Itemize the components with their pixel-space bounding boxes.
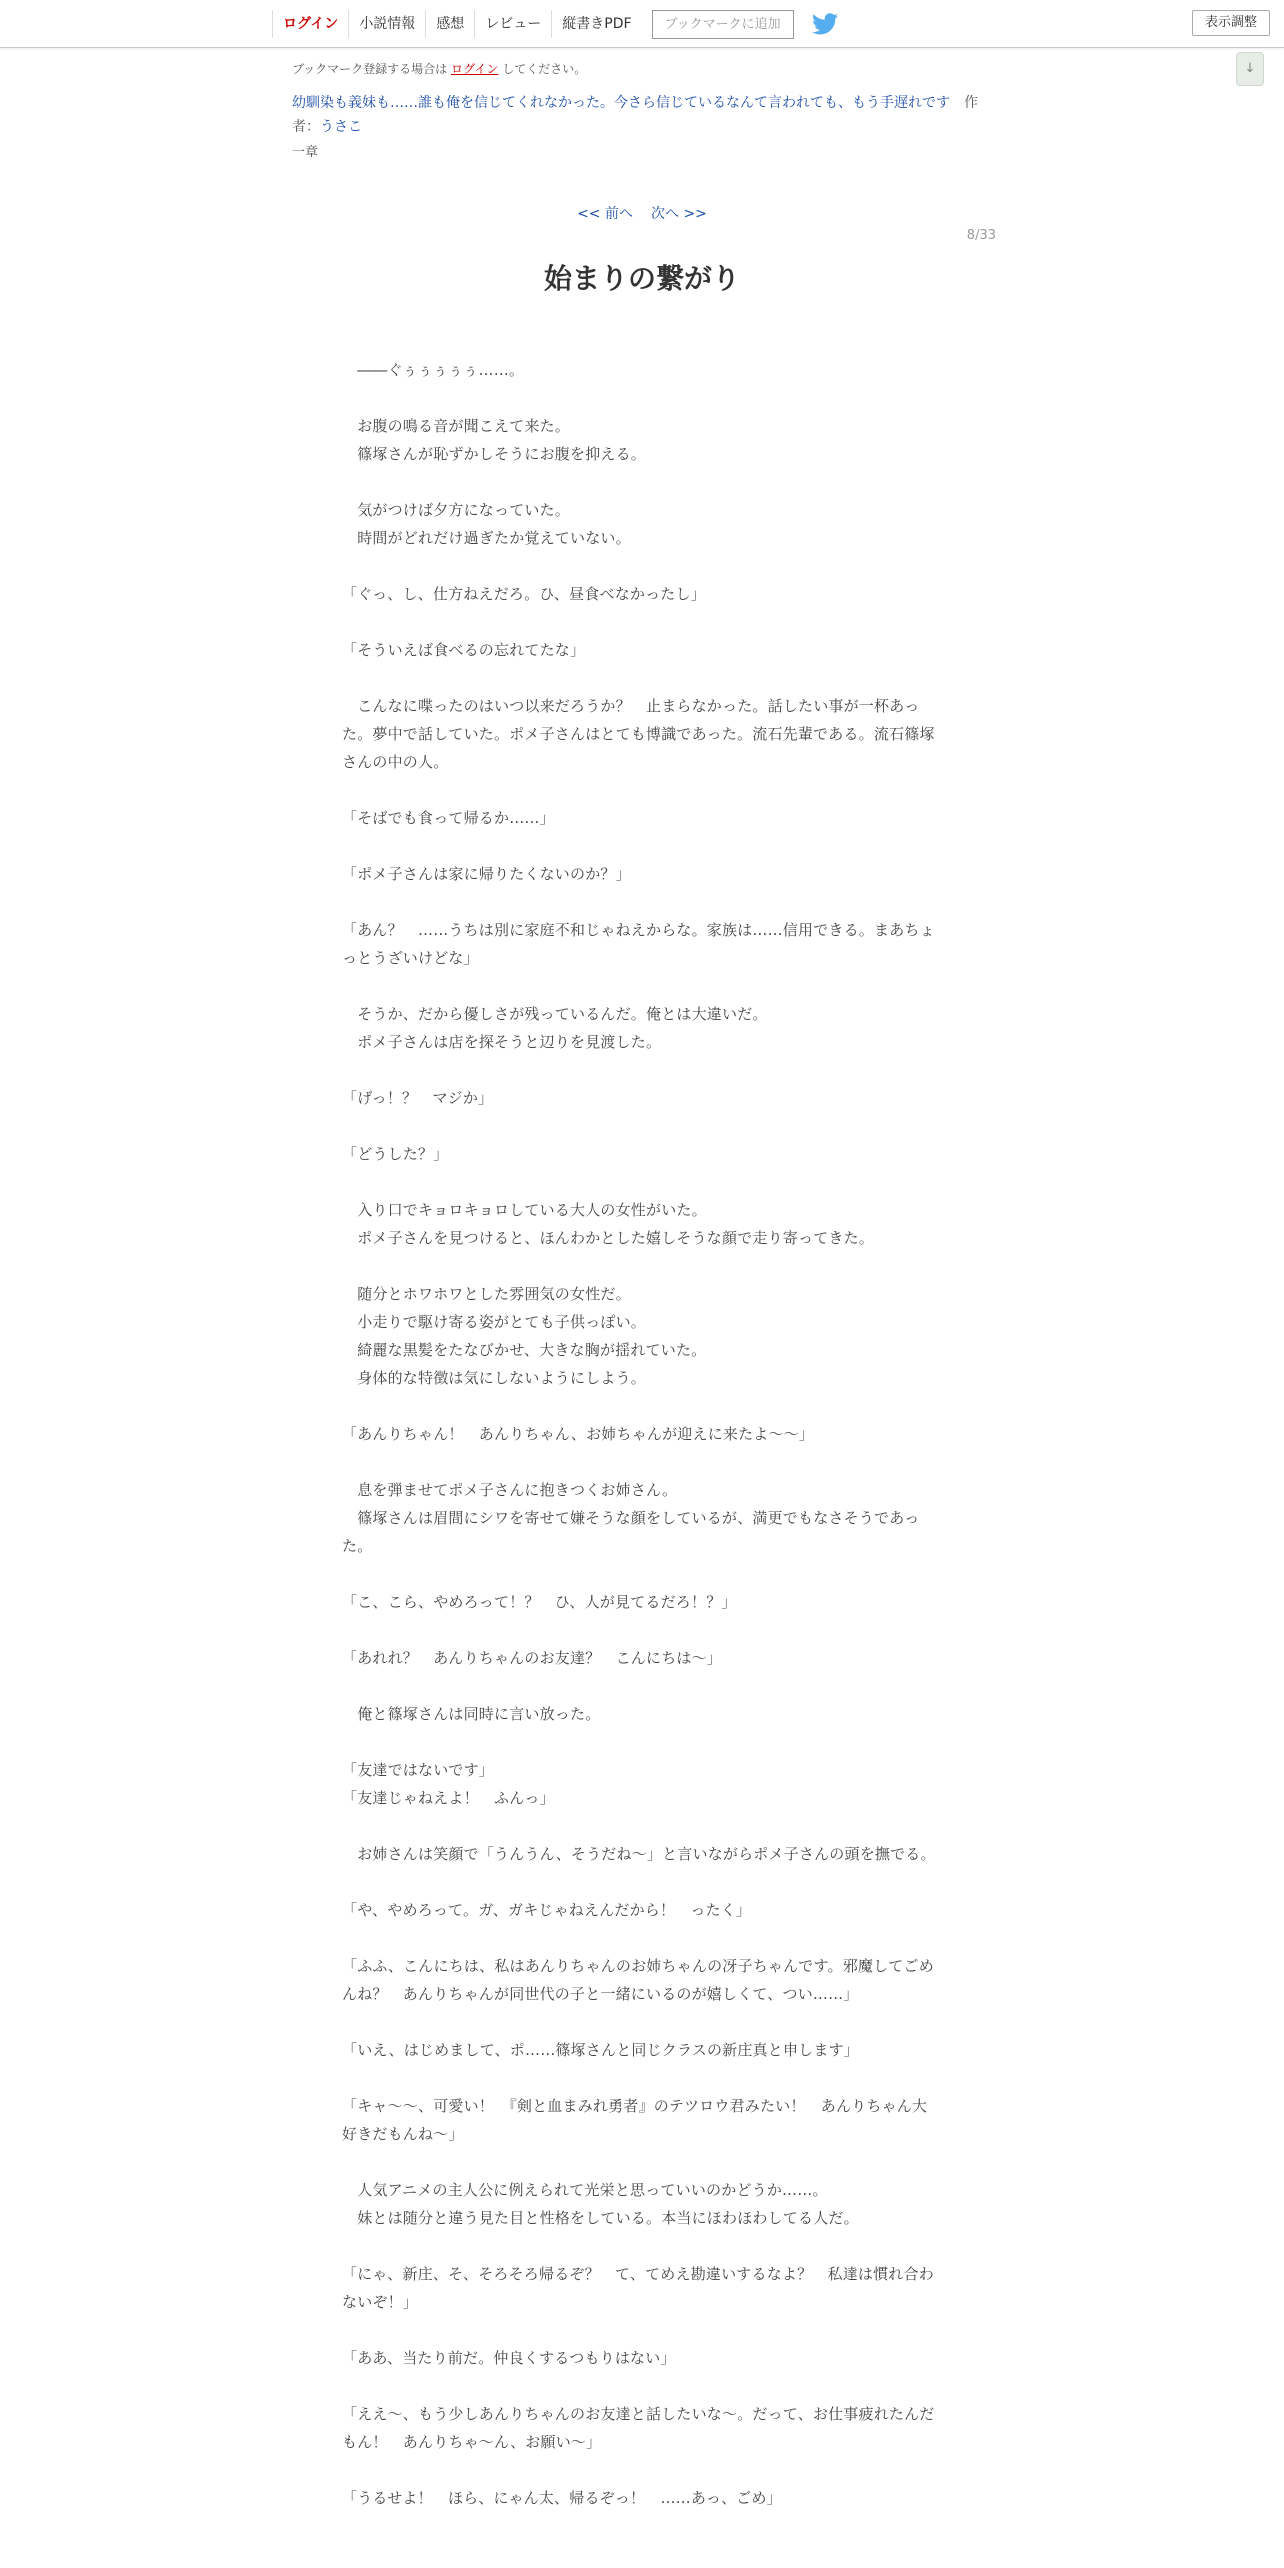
body-paragraph: 俺と篠塚さんは同時に言い放った。 <box>342 1705 601 1723</box>
body-paragraph: 人気アニメの主人公に例えられて光栄と思っていいのかどうか……。 <box>342 2181 828 2199</box>
prev-page-link[interactable]: << 前へ <box>577 206 633 222</box>
body-paragraph <box>342 2456 938 2484</box>
novel-title-line <box>292 91 992 139</box>
body-paragraph: 「いえ、はじめまして、ポ……篠塚さんと同じクラスの新庄真と申します」 <box>342 2041 859 2059</box>
add-bookmark-button[interactable]: ブックマークに追加 <box>652 10 794 39</box>
body-paragraph <box>342 384 938 412</box>
author-label: 作者： <box>292 95 978 135</box>
nav-list <box>272 10 838 38</box>
login-link[interactable]: ログイン <box>272 10 348 38</box>
body-paragraph: 篠塚さんは眉間にシワを寄せて嫌そうな顔をしているが、満更でもなさそうであった。 <box>342 1509 920 1555</box>
review-link[interactable]: レビュー <box>474 10 551 38</box>
body-paragraph <box>342 1616 938 1644</box>
body-paragraph: 気がつけば夕方になっていた。 <box>342 501 571 519</box>
notice-login-link[interactable]: ログイン <box>451 62 499 76</box>
body-paragraph: 「ああ、当たり前だ。仲良くするつもりはない」 <box>342 2349 676 2367</box>
body-paragraph <box>342 2372 938 2400</box>
body-paragraph <box>342 776 938 804</box>
impressions-link[interactable]: 感想 <box>425 10 474 38</box>
body-paragraph <box>342 1448 938 1476</box>
novel-info-link[interactable]: 小説情報 <box>348 10 425 38</box>
scroll-down-button[interactable]: ↓ <box>1236 52 1264 86</box>
chapter-title: 始まりの繋がり <box>543 262 740 295</box>
body-paragraph: 「げっ！？ マジか」 <box>342 1089 494 1107</box>
body-paragraph <box>342 1560 938 1588</box>
body-paragraph: 入り口でキョロキョロしている大人の女性がいた。 <box>342 1201 707 1219</box>
top-navigation-bar <box>0 0 1284 48</box>
body-paragraph: こんなに喋ったのはいつ以来だろうか？ 止まらなかった。話したい事が一杯あった。夢中で話していた。ポメ子さんはとても博識であった。流石先輩である。流石篠塚さんの中の人。 <box>342 697 935 771</box>
body-paragraph: 「あれれ？ あんりちゃんのお友達？ こんにちは〜」 <box>342 1649 723 1667</box>
next-page-link[interactable]: 次へ >> <box>651 206 707 222</box>
body-paragraph: 「友達ではないです」 <box>342 1761 495 1779</box>
body-paragraph <box>342 1672 938 1700</box>
body-paragraph: 綺麗な黒髪をたなびかせ、大きな胸が揺れていた。 <box>342 1341 707 1359</box>
body-paragraph <box>342 1392 938 1420</box>
body-paragraph: 息を弾ませてポメ子さんに抱きつくお姉さん。 <box>342 1481 678 1499</box>
author-link[interactable]: うさこ <box>320 119 362 135</box>
page-count: 8/33 <box>966 228 996 243</box>
body-paragraph: 篠塚さんが恥ずかしそうにお腹を抑える。 <box>342 445 647 463</box>
body-paragraph: お姉さんは笑顔で「うんうん、そうだね〜」と言いながらポメ子さんの頭を撫でる。 <box>342 1845 936 1863</box>
twitter-icon[interactable] <box>812 13 838 35</box>
body-paragraph <box>342 2232 938 2260</box>
body-paragraph: 「キャ〜〜、可愛い！ 『剣と血まみれ勇者』のテツロウ君みたい！ あんりちゃん大好きだもんね〜」 <box>342 2097 928 2143</box>
body-paragraph: ポメ子さんを見つけると、ほんわかとした嬉しそうな顔で走り寄ってきた。 <box>342 1229 875 1247</box>
body-paragraph: 小走りで駆け寄る姿がとても子供っぽい。 <box>342 1313 647 1331</box>
body-paragraph: 「うるせよ！ ほら、にゃん太、帰るぞっ！ ……あっ、ごめ」 <box>342 2489 782 2507</box>
body-paragraph <box>342 2316 938 2344</box>
body-paragraph: 随分とホワホワとした雰囲気の女性だ。 <box>342 1285 631 1303</box>
body-paragraph <box>342 888 938 916</box>
body-paragraph <box>342 972 938 1000</box>
body-paragraph <box>342 1056 938 1084</box>
chapter-name: 一章 <box>292 145 319 160</box>
body-paragraph: お腹の鳴る音が聞こえて来た。 <box>342 417 571 435</box>
body-paragraph <box>342 1728 938 1756</box>
body-paragraph: 「あん？ ……うちは別に家庭不和じゃねえからな。家族は……信用できる。まあちょっとうざいけどな」 <box>342 921 935 967</box>
body-paragraph: 「そばでも食って帰るか……」 <box>342 809 555 827</box>
body-paragraph <box>342 1924 938 1952</box>
body-paragraph: 「あんりちゃん！ あんりちゃん、お姉ちゃんが迎えに来たよ〜〜」 <box>342 1425 815 1443</box>
body-paragraph <box>342 552 938 580</box>
body-paragraph: 「にゃ、新庄、そ、そろそろ帰るぞ？ て、てめえ勘違いするなよ？ 私達は慣れ合わないぞ！」 <box>342 2265 934 2311</box>
body-paragraph <box>342 1812 938 1840</box>
body-paragraph: 妹とは随分と違う見た目と性格をしている。本当にほわほわしてる人だ。 <box>342 2209 859 2227</box>
display-adjust-button[interactable]: 表示調整 <box>1192 10 1270 36</box>
body-paragraph: そうか、だから優しさが残っているんだ。俺とは大違いだ。 <box>342 1005 768 1023</box>
pager <box>0 203 1284 223</box>
body-paragraph: 「どうした？」 <box>342 1145 449 1163</box>
body-paragraph: 「や、やめろって。ガ、ガキじゃねえんだから！ ったく」 <box>342 1901 752 1919</box>
body-paragraph <box>342 2008 938 2036</box>
body-paragraph <box>342 468 938 496</box>
body-paragraph <box>342 2148 938 2176</box>
bookmark-notice-post: してください。 <box>502 62 587 76</box>
body-paragraph: 「ぐっ、し、仕方ねえだろ。ひ、昼食べなかったし」 <box>342 585 706 603</box>
body-paragraph <box>342 608 938 636</box>
novel-title-link[interactable]: 幼馴染も義妹も……誰も俺を信じてくれなかった。今さら信じているなんて言われても、もう手遅れです <box>292 95 950 111</box>
body-paragraph: 「そういえば食べるの忘れてたな」 <box>342 641 586 659</box>
body-paragraph <box>342 664 938 692</box>
vertical-pdf-link[interactable]: 縦書きPDF <box>551 10 641 38</box>
bookmark-notice-pre: ブックマーク登録する場合は <box>292 62 448 76</box>
body-paragraph: 「ええ〜、もう少しあんりちゃんのお友達と話したいな〜。だって、お仕事疲れたんだもん！ あんりちゃ〜ん、お願い〜」 <box>342 2405 935 2451</box>
novel-body-text <box>342 356 938 2512</box>
bookmark-notice <box>292 60 992 77</box>
body-paragraph <box>342 1168 938 1196</box>
body-paragraph <box>342 1252 938 1280</box>
body-paragraph: 「こ、こら、やめろって！？ ひ、人が見てるだろ！？」 <box>342 1593 737 1611</box>
body-paragraph: 「ポメ子さんは家に帰りたくないのか？」 <box>342 865 631 883</box>
body-paragraph: ポメ子さんは店を探そうと辺りを見渡した。 <box>342 1033 662 1051</box>
novel-header <box>292 60 992 160</box>
body-paragraph: 身体的な特徴は気にしないようにしよう。 <box>342 1369 647 1387</box>
body-paragraph: ――ぐぅぅぅぅぅ……。 <box>342 361 525 379</box>
body-paragraph <box>342 832 938 860</box>
body-paragraph: 時間がどれだけ過ぎたか覚えていない。 <box>342 529 631 547</box>
body-paragraph <box>342 2064 938 2092</box>
body-paragraph <box>342 1112 938 1140</box>
body-paragraph: 「ふふ、こんにちは、私はあんりちゃんのお姉ちゃんの冴子ちゃんです。邪魔してごめんね？ あんりちゃんが同世代の子と一緒にいるのが嬉しくて、つい……」 <box>342 1957 934 2003</box>
body-paragraph <box>342 1868 938 1896</box>
body-paragraph: 「友達じゃねえよ！ ふんっ」 <box>342 1789 555 1807</box>
